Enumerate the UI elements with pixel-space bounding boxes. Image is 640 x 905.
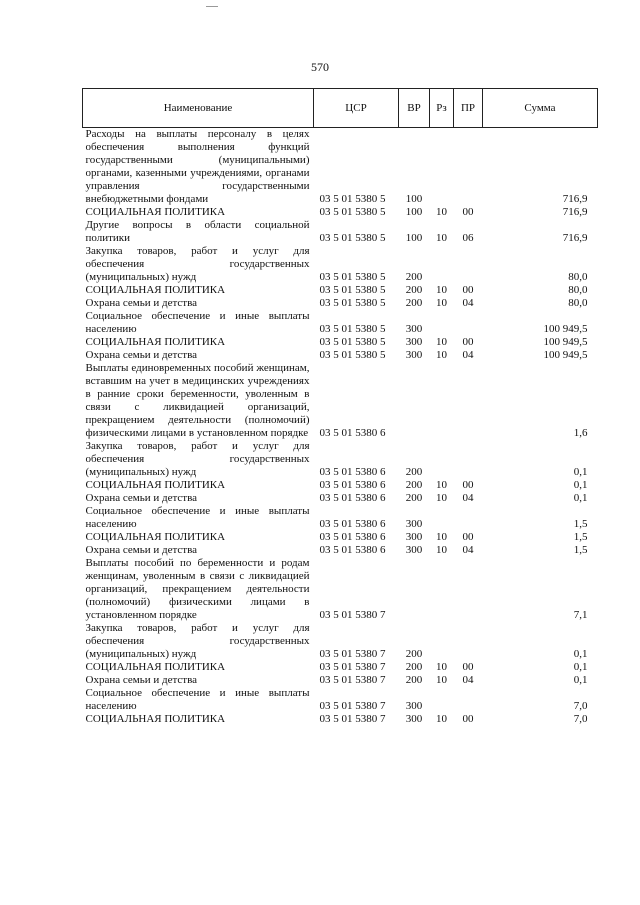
cell-vr: 200 — [405, 466, 423, 478]
cell-pr — [454, 440, 483, 479]
cell-name: Социальное обеспечение и иные выплаты населению — [85, 310, 310, 335]
cell-vr — [399, 362, 430, 440]
cell-vr: 300 — [405, 336, 423, 348]
table-row — [83, 349, 598, 362]
cell-name: Социальное обеспечение и иные выплаты населению — [85, 687, 310, 712]
cell-pr — [454, 245, 483, 284]
cell-name: Выплаты пособий по беременности и родам женщинам, уволенным в связи с ликвидацией организаций, прекращением деятельности (полномочий) физическими лицами в установленном порядке — [85, 557, 310, 621]
cell-pr — [454, 557, 483, 622]
cell-csr: 03 5 01 5380 7 — [319, 713, 386, 725]
cell-csr: 03 5 01 5380 5 — [319, 271, 386, 283]
table-row — [83, 284, 598, 297]
table-row — [83, 492, 598, 505]
cell-sum: 0,1 — [573, 661, 588, 673]
cell-vr: 100 — [405, 232, 423, 244]
cell-csr: 03 5 01 5380 6 — [319, 531, 386, 543]
cell-name: Охрана семьи и детства — [85, 349, 198, 361]
table-row — [83, 297, 598, 310]
cell-csr: 03 5 01 5380 5 — [319, 297, 386, 309]
cell-pr — [454, 687, 483, 713]
cell-rz: 10 — [436, 297, 447, 309]
cell-csr: 03 5 01 5380 6 — [319, 492, 386, 504]
cell-name: СОЦИАЛЬНАЯ ПОЛИТИКА — [85, 713, 226, 725]
cell-pr: 04 — [462, 544, 474, 556]
cell-rz: 10 — [436, 661, 447, 673]
table-row — [83, 713, 598, 726]
cell-sum: 80,0 — [568, 297, 588, 309]
table-row — [83, 557, 598, 622]
table-row — [83, 440, 598, 479]
cell-csr: 03 5 01 5380 6 — [319, 544, 386, 556]
cell-vr: 100 — [405, 193, 423, 205]
cell-rz: 10 — [436, 206, 447, 218]
cell-sum: 7,0 — [573, 713, 588, 725]
cell-rz: 10 — [436, 284, 447, 296]
cell-sum: 716,9 — [562, 206, 588, 218]
cell-pr: 04 — [462, 297, 474, 309]
cell-vr: 300 — [405, 323, 423, 335]
cell-rz: 10 — [436, 544, 447, 556]
cell-rz — [430, 362, 454, 440]
cell-pr: 00 — [462, 336, 474, 348]
cell-sum: 0,1 — [573, 648, 588, 660]
cell-sum: 716,9 — [562, 193, 588, 205]
header-pr: ПР — [454, 89, 483, 128]
cell-rz — [430, 687, 454, 713]
header-rz: Рз — [430, 89, 454, 128]
cell-name: СОЦИАЛЬНАЯ ПОЛИТИКА — [85, 479, 226, 491]
table-row — [83, 531, 598, 544]
cell-csr: 03 5 01 5380 5 — [319, 323, 386, 335]
cell-csr: 03 5 01 5380 5 — [319, 336, 386, 348]
cell-sum: 0,1 — [573, 674, 588, 686]
header-vr: ВР — [399, 89, 430, 128]
cell-sum: 1,6 — [573, 427, 588, 439]
table-row — [83, 479, 598, 492]
table-row — [83, 505, 598, 531]
scan-mark — [206, 6, 218, 7]
page-number: 570 — [311, 60, 329, 74]
cell-sum: 100 949,5 — [543, 336, 588, 348]
cell-vr: 200 — [405, 661, 423, 673]
cell-rz — [430, 505, 454, 531]
table-row — [83, 245, 598, 284]
cell-pr: 00 — [462, 713, 474, 725]
cell-rz — [430, 622, 454, 661]
cell-name: Охрана семьи и детства — [85, 492, 198, 504]
cell-name: Закупка товаров, работ и услуг для обеспечения государственных (муниципальных) нужд — [85, 622, 310, 660]
cell-sum: 0,1 — [573, 492, 588, 504]
cell-pr: 00 — [462, 479, 474, 491]
cell-csr: 03 5 01 5380 7 — [319, 648, 386, 660]
cell-rz: 10 — [436, 713, 447, 725]
cell-vr: 300 — [405, 700, 423, 712]
cell-name: Закупка товаров, работ и услуг для обеспечения государственных (муниципальных) нужд — [85, 245, 310, 283]
cell-vr — [399, 557, 430, 622]
table-row — [83, 687, 598, 713]
header-csr: ЦСР — [314, 89, 399, 128]
table-row — [83, 674, 598, 687]
cell-rz: 10 — [436, 349, 447, 361]
cell-pr — [454, 310, 483, 336]
table-row — [83, 544, 598, 557]
cell-csr: 03 5 01 5380 7 — [319, 674, 386, 686]
cell-vr: 200 — [405, 297, 423, 309]
table-row — [83, 622, 598, 661]
cell-vr: 300 — [405, 349, 423, 361]
cell-name: Выплаты единовременных пособий женщинам, вставшим на учет в медицинских учреждениях в ранние сроки беременности, уволенным в связи с ликвидацией организаций, прекращением деятельности (полномочий) физическими лицами в установленном порядке — [85, 362, 310, 439]
cell-pr — [454, 622, 483, 661]
cell-csr: 03 5 01 5380 5 — [319, 193, 386, 205]
table-row — [83, 310, 598, 336]
cell-name: СОЦИАЛЬНАЯ ПОЛИТИКА — [85, 531, 226, 543]
cell-csr: 03 5 01 5380 5 — [319, 232, 386, 244]
cell-pr: 00 — [462, 531, 474, 543]
cell-sum: 7,1 — [573, 609, 588, 621]
cell-rz: 10 — [436, 492, 447, 504]
cell-rz: 10 — [436, 674, 447, 686]
cell-pr: 00 — [462, 284, 474, 296]
table-body — [83, 128, 598, 727]
cell-vr: 200 — [405, 492, 423, 504]
cell-sum: 0,1 — [573, 466, 588, 478]
cell-csr: 03 5 01 5380 6 — [319, 518, 386, 530]
cell-pr: 00 — [462, 661, 474, 673]
cell-vr: 300 — [405, 713, 423, 725]
cell-pr: 04 — [462, 492, 474, 504]
cell-name: Закупка товаров, работ и услуг для обеспечения государственных (муниципальных) нужд — [85, 440, 310, 478]
table-row — [83, 336, 598, 349]
cell-name: Охрана семьи и детства — [85, 297, 198, 309]
cell-csr: 03 5 01 5380 7 — [319, 609, 386, 621]
cell-csr: 03 5 01 5380 6 — [319, 427, 386, 439]
cell-sum: 100 949,5 — [543, 323, 588, 335]
cell-csr: 03 5 01 5380 7 — [319, 700, 386, 712]
cell-name: СОЦИАЛЬНАЯ ПОЛИТИКА — [85, 206, 226, 218]
cell-name: Социальное обеспечение и иные выплаты населению — [85, 505, 310, 530]
cell-rz — [430, 245, 454, 284]
cell-sum: 1,5 — [573, 531, 588, 543]
cell-rz — [430, 128, 454, 207]
cell-pr — [454, 128, 483, 207]
cell-name: СОЦИАЛЬНАЯ ПОЛИТИКА — [85, 336, 226, 348]
table-row — [83, 219, 598, 245]
cell-sum: 1,5 — [573, 544, 588, 556]
cell-rz — [430, 440, 454, 479]
cell-name: Другие вопросы в области социальной политики — [85, 219, 310, 244]
cell-pr — [454, 505, 483, 531]
cell-rz: 10 — [436, 232, 447, 244]
cell-name: Охрана семьи и детства — [85, 544, 198, 556]
cell-name: СОЦИАЛЬНАЯ ПОЛИТИКА — [85, 284, 226, 296]
cell-vr: 300 — [405, 531, 423, 543]
cell-name: Охрана семьи и детства — [85, 674, 198, 686]
table-row — [83, 661, 598, 674]
table-row — [83, 362, 598, 440]
cell-vr: 200 — [405, 284, 423, 296]
cell-rz: 10 — [436, 531, 447, 543]
table-row — [83, 128, 598, 207]
cell-csr: 03 5 01 5380 6 — [319, 466, 386, 478]
cell-csr: 03 5 01 5380 7 — [319, 661, 386, 673]
cell-csr: 03 5 01 5380 5 — [319, 206, 386, 218]
cell-csr: 03 5 01 5380 6 — [319, 479, 386, 491]
cell-pr — [454, 362, 483, 440]
cell-vr: 200 — [405, 271, 423, 283]
cell-sum: 80,0 — [568, 284, 588, 296]
cell-name: СОЦИАЛЬНАЯ ПОЛИТИКА — [85, 661, 226, 673]
cell-pr: 04 — [462, 349, 474, 361]
cell-sum: 100 949,5 — [543, 349, 588, 361]
cell-vr: 300 — [405, 518, 423, 530]
table-header — [83, 89, 598, 128]
cell-rz — [430, 310, 454, 336]
cell-name: Расходы на выплаты персоналу в целях обеспечения выполнения функций государственными (муниципальными) органами, казенными учреждениями, органами управления государственными внебюджетными фондами — [85, 128, 310, 205]
header-name: Наименование — [83, 89, 314, 128]
cell-pr: 00 — [462, 206, 474, 218]
cell-vr: 200 — [405, 674, 423, 686]
table-row — [83, 206, 598, 219]
cell-pr: 04 — [462, 674, 474, 686]
cell-vr: 100 — [405, 206, 423, 218]
cell-sum: 1,5 — [573, 518, 588, 530]
cell-sum: 80,0 — [568, 271, 588, 283]
cell-vr: 200 — [405, 479, 423, 491]
cell-csr: 03 5 01 5380 5 — [319, 349, 386, 361]
cell-sum: 7,0 — [573, 700, 588, 712]
cell-sum: 0,1 — [573, 479, 588, 491]
header-sum: Сумма — [483, 89, 598, 128]
cell-rz: 10 — [436, 479, 447, 491]
cell-sum: 716,9 — [562, 232, 588, 244]
cell-rz — [430, 557, 454, 622]
cell-pr: 06 — [462, 232, 474, 244]
cell-vr: 300 — [405, 544, 423, 556]
budget-table — [82, 88, 598, 726]
cell-rz: 10 — [436, 336, 447, 348]
cell-csr: 03 5 01 5380 5 — [319, 284, 386, 296]
cell-vr: 200 — [405, 648, 423, 660]
